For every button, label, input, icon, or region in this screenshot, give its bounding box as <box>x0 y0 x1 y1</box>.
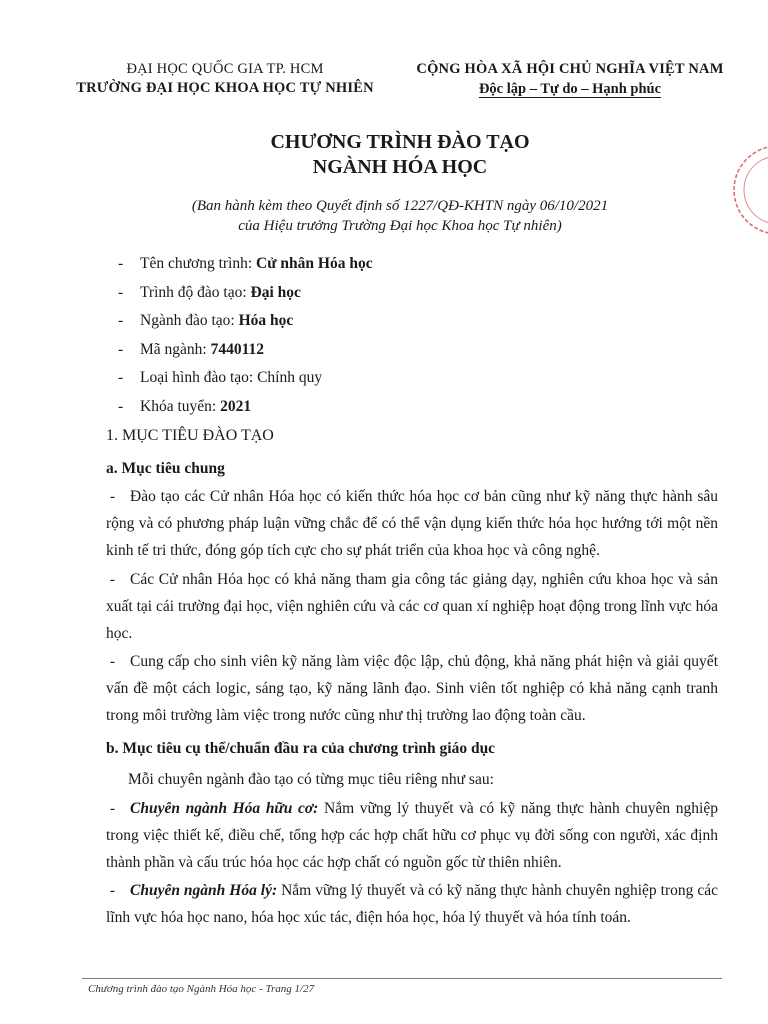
program-info-list <box>118 250 373 421</box>
header-right-line2: Độc lập – Tự do – Hạnh phúc <box>478 81 662 97</box>
info-item: - Khóa tuyển: 2021 <box>118 397 252 415</box>
header-right-line1: CỘNG HÒA XÃ HỘI CHỦ NGHĨA VIỆT NAM <box>416 61 724 77</box>
info-item: - Tên chương trình: Cử nhân Hóa học <box>118 255 373 272</box>
document-title <box>0 130 768 180</box>
general-goal-paragraph: - Các Cử nhân Hóa học có khả năng tham gia công tác giảng dạy, nghiên cứu khoa học và sản xuất tại cái trường đại học, viện nghiên cứu và các cơ quan xí nghiệp hoạt động trong lĩnh vực hóa học. <box>106 571 718 642</box>
info-item: - Mã ngành: 7440112 <box>118 340 265 358</box>
info-item: - Ngành đào tạo: Hóa học <box>118 312 294 329</box>
decree-note <box>0 196 768 236</box>
header-left-line2: TRƯỜNG ĐẠI HỌC KHOA HỌC TỰ NHIÊN <box>76 80 374 96</box>
title-line1: CHƯƠNG TRÌNH ĐÀO TẠO <box>270 131 530 153</box>
info-item: - Loại hình đào tạo: Chính quy <box>118 369 323 386</box>
header-university <box>40 60 410 98</box>
specialization-intro: Mỗi chuyên ngành đào tạo có từng mục tiêu riêng như sau: <box>128 771 494 788</box>
specialization-paragraph: - Chuyên ngành Hóa lý: Nắm vững lý thuyết và có kỹ năng thực hành chuyên nghiệp trong các lĩnh vực hóa học nano, hóa học xúc tác, điện hóa học, hóa lý thuyết và hóa tính toán. <box>106 882 718 926</box>
general-goal-paragraph: - Cung cấp cho sinh viên kỹ năng làm việc độc lập, chủ động, khả năng phát hiện và giải quyết vấn đề một cách logic, sáng tạo, kỹ năng lãnh đạo. Sinh viên tốt nghiệp có khả năng cạnh tranh trong môi trường làm việc trong nước cũng như thị trường lao động toàn cầu. <box>106 653 718 724</box>
subsection-b-heading: b. Mục tiêu cụ thể/chuẩn đầu ra của chương trình giáo dục <box>106 740 496 757</box>
header-left-line1: ĐẠI HỌC QUỐC GIA TP. HCM <box>126 61 324 77</box>
specialization-paragraph: - Chuyên ngành Hóa hữu cơ: Nắm vững lý thuyết và có kỹ năng thực hành chuyên nghiệp trong việc thiết kế, điều chế, tổng hợp các hợp chất hữu cơ phục vụ đời sống con người, xác định thành phần và cấu trúc hóa học các hợp chất có nguồn gốc từ thiên nhiên. <box>106 800 718 871</box>
info-item: - Trình độ đào tạo: Đại học <box>118 283 301 301</box>
footer-divider <box>82 978 722 979</box>
section-heading: 1. MỤC TIÊU ĐÀO TẠO <box>106 427 274 444</box>
subsection-a-heading: a. Mục tiêu chung <box>106 460 225 477</box>
page-footer: Chương trình đào tạo Ngành Hóa học - Trang 1/27 <box>88 983 315 995</box>
title-line2: NGÀNH HÓA HỌC <box>312 156 488 178</box>
decree-line2: của Hiệu trưởng Trường Đại học Khoa học Tự nhiên) <box>238 218 562 234</box>
decree-line1: (Ban hành kèm theo Quyết định số 1227/QĐ-KHTN ngày 06/10/2021 <box>191 198 609 214</box>
general-goal-paragraph: - Đào tạo các Cử nhân Hóa học có kiến thức hóa học cơ bản cũng như kỹ năng thực hành sâu rộng và có phương pháp luận vững chắc để có thể vận dụng kiến thức hóa học hướng tới một nền kinh tế tri thức, đóng góp tích cực cho sự phát triển của khoa học và công nghệ. <box>106 488 718 559</box>
header-national-motto <box>395 60 745 98</box>
